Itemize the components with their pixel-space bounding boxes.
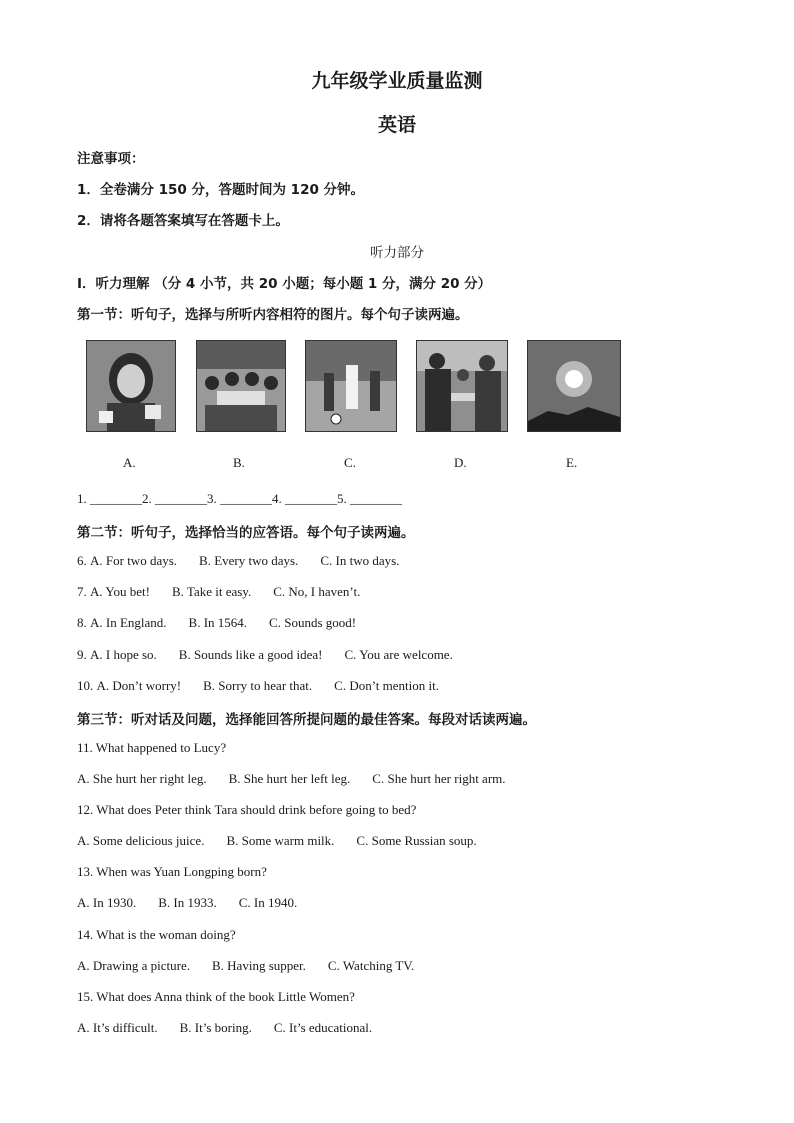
subject-title: 英语 <box>377 114 416 136</box>
picture-label-e: E. <box>566 455 578 470</box>
question-15-text: 15. What does Anna think of the book Little Women? <box>77 989 355 1004</box>
sun-mountain-photo <box>527 340 621 432</box>
option-b[interactable]: B. Every two days. <box>199 553 299 568</box>
question-14-options <box>77 958 436 974</box>
handshake-photo <box>416 340 508 432</box>
question-number: 10. <box>77 678 94 693</box>
option-a[interactable]: A. She hurt her right leg. <box>77 771 207 786</box>
answer-blanks[interactable]: 1. ________2. ________3. ________4. ________5. ________ <box>77 491 402 506</box>
children-table-photo <box>196 340 286 432</box>
girl-toothache-photo <box>86 340 176 432</box>
option-c[interactable]: C. Don’t mention it. <box>334 678 440 693</box>
section1-heading: 第一节：听句子，选择与所听内容相符的图片。每个句子读两遍。 <box>77 307 469 323</box>
listening-section-heading: Ⅰ．听力理解 （分 4 小节，共 20 小题；每小题 1 分，满分 20 分） <box>77 276 492 292</box>
option-a[interactable]: A. I hope so. <box>90 647 157 662</box>
question-number: 7. <box>77 584 87 599</box>
option-a[interactable]: A. For two days. <box>90 553 178 568</box>
option-c[interactable]: C. You are welcome. <box>344 647 453 662</box>
option-b[interactable]: B. Some warm milk. <box>226 833 335 848</box>
section2-heading: 第二节：听句子，选择恰当的应答语。每个句子读两遍。 <box>77 525 415 541</box>
section3-heading: 第三节：听对话及问题，选择能回答所提问题的最佳答案。每段对话读两遍。 <box>77 712 536 728</box>
question-number: 6. <box>77 553 87 568</box>
question-11-options <box>77 771 528 787</box>
option-c[interactable]: C. Watching TV. <box>327 958 415 973</box>
notes-heading: 注意事项： <box>77 151 145 167</box>
option-a[interactable]: A. You bet! <box>90 584 150 599</box>
question-number: 8. <box>77 615 87 630</box>
option-b[interactable]: B. She hurt her left leg. <box>228 771 351 786</box>
question-12-options <box>77 833 499 849</box>
picture-label-c: C. <box>344 455 356 470</box>
question-6 <box>77 553 421 569</box>
note-item-2: 2．请将各题答案填写在答题卡上。 <box>77 213 289 229</box>
page-title: 九年级学业质量监测 <box>311 70 483 92</box>
question-9 <box>77 647 475 663</box>
option-c[interactable]: C. In two days. <box>320 553 400 568</box>
option-a[interactable]: A. In 1930. <box>77 895 137 910</box>
picture-label-d: D. <box>454 455 467 470</box>
option-c[interactable]: C. She hurt her right arm. <box>372 771 506 786</box>
listening-part-title: 听力部分 <box>370 245 424 261</box>
question-15-options <box>77 1020 394 1036</box>
question-10 <box>77 678 461 694</box>
option-c[interactable]: C. No, I haven’t. <box>273 584 361 599</box>
question-14-text: 14. What is the woman doing? <box>77 927 236 942</box>
picture-label-b: B. <box>233 455 245 470</box>
question-13-options <box>77 895 319 911</box>
option-b[interactable]: B. It’s boring. <box>179 1020 252 1035</box>
question-number: 9. <box>77 647 87 662</box>
option-b[interactable]: B. Take it easy. <box>171 584 252 599</box>
option-b[interactable]: B. In 1933. <box>158 895 217 910</box>
option-c[interactable]: C. It’s educational. <box>273 1020 373 1035</box>
kids-football-photo <box>305 340 397 432</box>
option-c[interactable]: C. Sounds good! <box>269 615 357 630</box>
question-8 <box>77 615 378 631</box>
option-a[interactable]: A. In England. <box>90 615 167 630</box>
option-b[interactable]: B. Having supper. <box>212 958 306 973</box>
question-11-text: 11. What happened to Lucy? <box>77 740 227 755</box>
picture-label-a: A. <box>123 455 136 470</box>
option-a[interactable]: A. Some delicious juice. <box>77 833 205 848</box>
question-7 <box>77 584 382 600</box>
option-a[interactable]: A. Drawing a picture. <box>77 958 190 973</box>
option-b[interactable]: B. Sorry to hear that. <box>203 678 313 693</box>
question-13-text: 13. When was Yuan Longping born? <box>77 864 267 879</box>
option-b[interactable]: B. Sounds like a good idea! <box>178 647 323 662</box>
option-b[interactable]: B. In 1564. <box>188 615 248 630</box>
option-a[interactable]: A. Don’t worry! <box>96 678 182 693</box>
question-12-text: 12. What does Peter think Tara should drink before going to bed? <box>77 802 417 817</box>
option-c[interactable]: C. Some Russian soup. <box>356 833 477 848</box>
option-c[interactable]: C. In 1940. <box>238 895 298 910</box>
option-a[interactable]: A. It’s difficult. <box>77 1020 158 1035</box>
note-item-1: 1．全卷满分 150 分，答题时间为 120 分钟。 <box>77 182 365 198</box>
